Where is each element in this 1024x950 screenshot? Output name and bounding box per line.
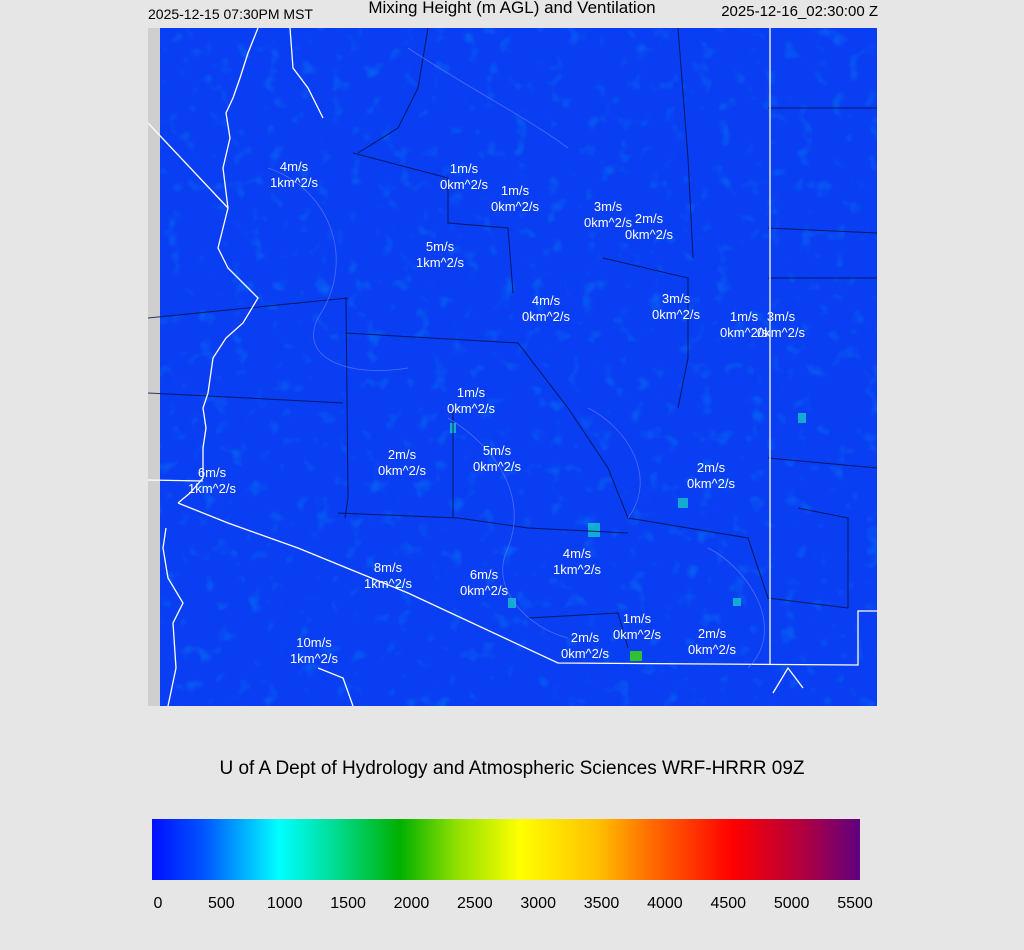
color-scale-tick-label: 3000 (520, 895, 556, 912)
map-label-wind: 2m/s (697, 626, 727, 641)
map-label-wind: 1m/s (500, 183, 530, 198)
color-scale-tick-label: 1000 (266, 895, 303, 912)
color-scale-bar (152, 819, 860, 880)
map-label-vent: 0km^2/s (687, 642, 737, 657)
color-scale-tick-label: 5500 (837, 895, 873, 912)
map-label-wind: 2m/s (696, 460, 726, 475)
map-label-wind: 4m/s (562, 546, 592, 561)
map-label-wind: 3m/s (661, 291, 691, 306)
map-label-vent: 0km^2/s (490, 199, 540, 214)
map-label-vent: 1km^2/s (289, 651, 339, 666)
map-label-wind: 1m/s (449, 161, 479, 176)
color-scale-tick-label: 2500 (457, 895, 493, 912)
map-label-vent: 0km^2/s (583, 215, 633, 230)
map-label-wind: 1m/s (456, 385, 486, 400)
map-label-wind: 8m/s (373, 560, 403, 575)
map-label-wind: 5m/s (482, 443, 512, 458)
map-label-vent: 1km^2/s (363, 576, 413, 591)
map-label-wind: 3m/s (593, 199, 623, 214)
map-label-wind: 1m/s (622, 611, 652, 626)
map-label-vent: 0km^2/s (756, 325, 806, 340)
utc-timestamp: 2025-12-16_02:30:00 Z (721, 3, 878, 20)
map-label-vent: 0km^2/s (446, 401, 496, 416)
map-label-vent: 0km^2/s (686, 476, 736, 491)
map-label-vent: 0km^2/s (624, 227, 674, 242)
color-scale-tick-label: 5000 (773, 895, 810, 912)
map-label-vent: 0km^2/s (560, 646, 610, 661)
model-credit: U of A Dept of Hydrology and Atmospheric Sciences WRF-HRRR 09Z (219, 758, 805, 779)
map-label-wind: 2m/s (634, 211, 664, 226)
map-label-wind: 10m/s (296, 635, 332, 650)
map-label-vent: 0km^2/s (459, 583, 509, 598)
map-label-wind: 6m/s (469, 567, 499, 582)
map-title: Mixing Height (m AGL) and Ventilation (368, 0, 656, 17)
map-label-vent: 1km^2/s (269, 175, 319, 190)
map-label-vent: 0km^2/s (651, 307, 701, 322)
map-label-wind: 5m/s (425, 239, 455, 254)
map-label-wind: 2m/s (387, 447, 417, 462)
color-scale-tick-label: 1500 (330, 895, 366, 912)
map-label-wind: 1m/s (729, 309, 759, 324)
map-label-vent: 0km^2/s (377, 463, 427, 478)
map-label-vent: 0km^2/s (719, 325, 769, 340)
map-label-wind: 6m/s (197, 465, 227, 480)
map-label-vent: 1km^2/s (415, 255, 465, 270)
local-timestamp: 2025-12-15 07:30PM MST (148, 6, 313, 22)
color-scale-tick-label: 0 (153, 895, 163, 912)
color-scale-tick-label: 4500 (710, 895, 747, 912)
green-patch (630, 651, 642, 661)
color-scale-tick-label: 4000 (647, 895, 683, 912)
map-label-wind: 3m/s (766, 309, 796, 324)
color-scale-tick-label: 3500 (583, 895, 620, 912)
mixing-height-map (148, 28, 877, 706)
map-label-vent: 1km^2/s (187, 481, 237, 496)
map-label-wind: 4m/s (279, 159, 309, 174)
map-label-vent: 1km^2/s (552, 562, 602, 577)
map-label-vent: 0km^2/s (612, 627, 662, 642)
color-scale-tick-label: 500 (208, 895, 235, 912)
map-label-vent: 0km^2/s (521, 309, 571, 324)
map-label-wind: 4m/s (531, 293, 561, 308)
color-scale-tick-label: 2000 (393, 895, 430, 912)
map-label-vent: 0km^2/s (472, 459, 522, 474)
map-label-vent: 0km^2/s (439, 177, 489, 192)
map-label-wind: 2m/s (570, 630, 600, 645)
